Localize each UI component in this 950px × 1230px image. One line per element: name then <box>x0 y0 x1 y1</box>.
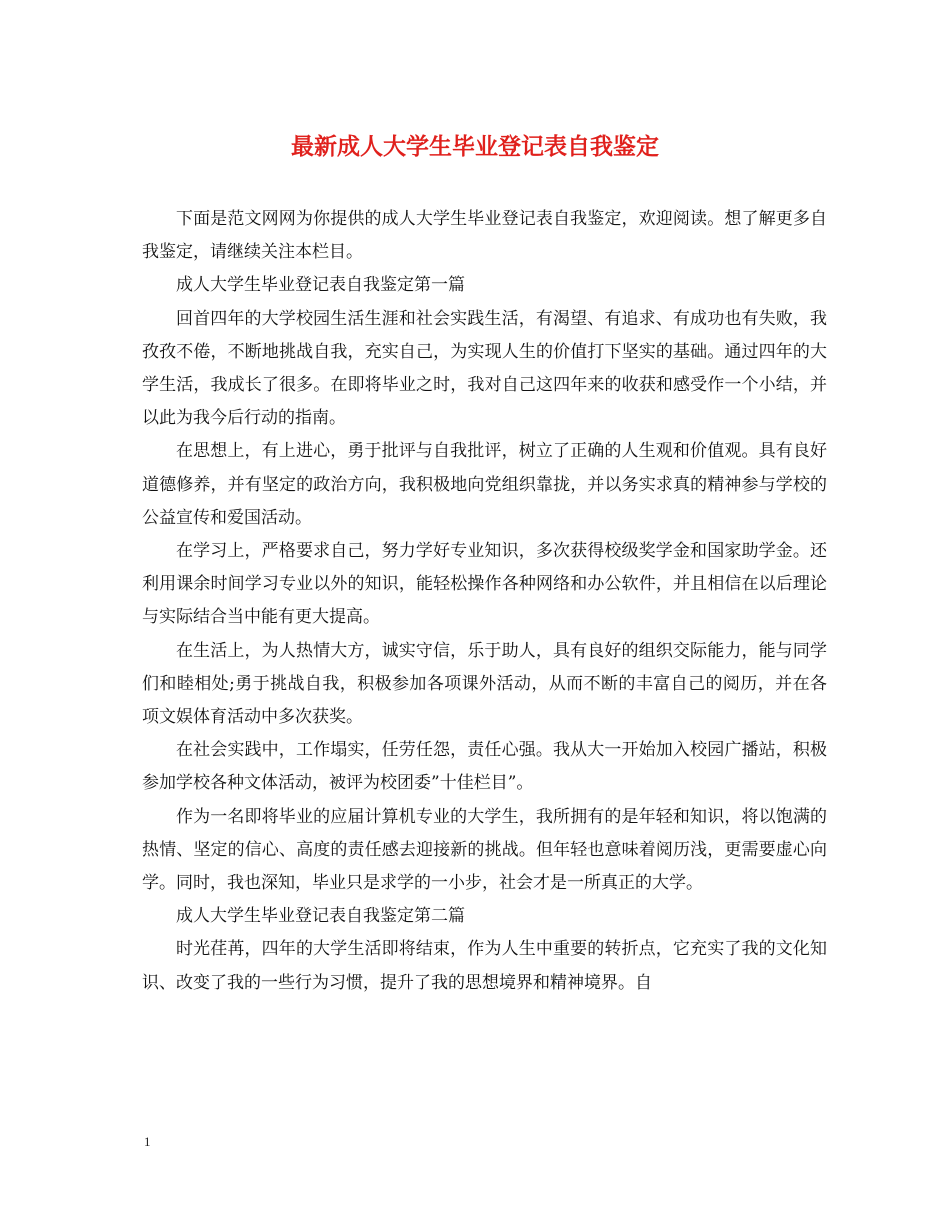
paragraph: 在生活上，为人热情大方，诚实守信，乐于助人，具有良好的组织交际能力，能与同学们和睦相处;勇于挑战自我，积极参加各项课外活动，从而不断的丰富自己的阅历，并在各项文娱体育活动中多次获奖。 <box>142 640 827 728</box>
document-body <box>142 203 827 1000</box>
section-heading-first: 成人大学生毕业登记表自我鉴定第一篇 <box>176 275 465 296</box>
paragraph: 在社会实践中，工作塌实，任劳任怨，责任心强。我从大一开始加入校园广播站，积极参加学校各种文体活动，被评为校团委”十佳栏目”。 <box>142 740 827 794</box>
section-heading-second: 成人大学生毕业登记表自我鉴定第二篇 <box>176 906 465 927</box>
document-title: 最新成人大学生毕业登记表自我鉴定 <box>291 133 659 160</box>
paragraph: 回首四年的大学校园生活生涯和社会实践生活，有渴望、有追求、有成功也有失败，我孜孜不倦，不断地挑战自我，充实自己，为实现人生的价值打下坚实的基础。通过四年的大学生活，我成长了很多。在即将毕业之时，我对自己这四年来的收获和感受作一个小结，并以此为我今后行动的指南。 <box>142 308 827 429</box>
paragraph: 作为一名即将毕业的应届计算机专业的大学生，我所拥有的是年轻和知识，将以饱满的热情、坚定的信心、高度的责任感去迎接新的挑战。但年轻也意味着阅历浅，更需要虚心向学。同时，我也深知，毕业只是求学的一小步，社会才是一所真正的大学。 <box>142 806 827 894</box>
paragraph: 在学习上，严格要求自己，努力学好专业知识，多次获得校级奖学金和国家助学金。还利用课余时间学习专业以外的知识，能轻松操作各种网络和办公软件，并且相信在以后理论与实际结合当中能有更大提高。 <box>142 541 827 628</box>
paragraph: 时光荏苒，四年的大学生活即将结束，作为人生中重要的转折点，它充实了我的文化知识、改变了我的一些行为习惯，提升了我的思想境界和精神境界。自 <box>142 939 827 993</box>
paragraph: 在思想上，有上进心，勇于批评与自我批评，树立了正确的人生观和价值观。具有良好道德修养，并有坚定的政治方向，我积极地向党组织靠拢，并以务实求真的精神参与学校的公益宣传和爱国活动。 <box>142 441 827 528</box>
paragraph-intro: 下面是范文网网为你提供的成人大学生毕业登记表自我鉴定，欢迎阅读。想了解更多自我鉴定，请继续关注本栏目。 <box>142 209 827 263</box>
page-number: 1 <box>144 1134 151 1149</box>
